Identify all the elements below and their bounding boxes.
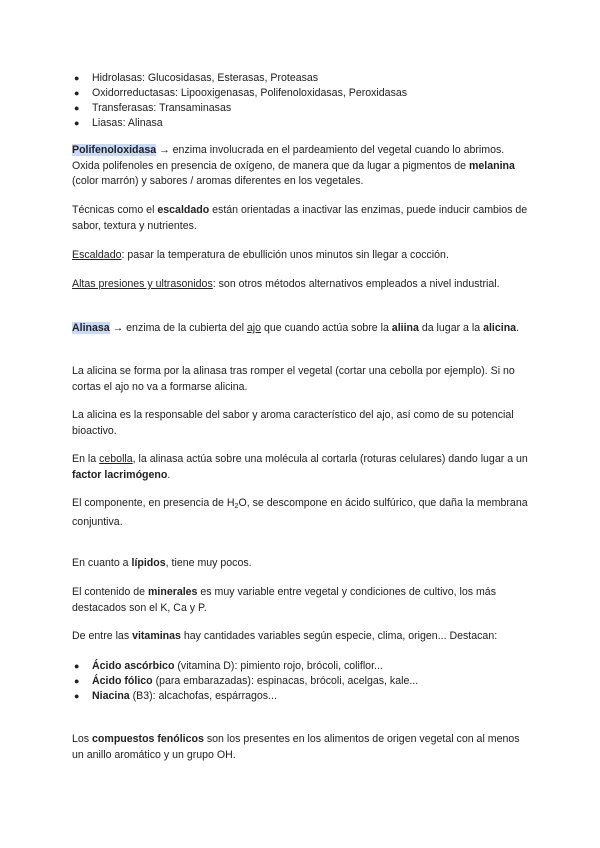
underlined-term: Altas presiones y ultrasonidos bbox=[72, 278, 213, 290]
alicina-forma-paragraph: La alicina se forma por la alinasa tras romper el vegetal (cortar una cebolla por ejemplo). Si no cortas el ajo no va a formarse alicina. bbox=[72, 365, 515, 393]
tecnicas-paragraph: Técnicas como el escaldado están orientadas a inactivar las enzimas, puede inducir cambios de sabor, textura y nutrientes. bbox=[72, 204, 528, 232]
polifenoloxidasa-paragraph: Polifenoloxidasa → enzima involucrada en el pardeamiento del vegetal cuando lo abrimos. Oxida polifenoles en presencia de oxígeno, de manera que da lugar a pigmentos de melanina (color marrón) y sabores / aromas diferentes en los vegetales. bbox=[72, 144, 515, 187]
list-item: ● Oxidorreductasas: Lipooxigenasas, Polifenoloxidasas, Peroxidasas bbox=[74, 87, 408, 99]
list-item: ● Ácido ascórbico (vitamina D): pimiento rojo, brócoli, coliflor... bbox=[74, 660, 383, 672]
list-item: ● Niacina (B3): alcachofas, espárragos... bbox=[74, 690, 277, 702]
escaldado-paragraph: Escaldado: pasar la temperatura de ebullición unos minutos sin llegar a cocción. bbox=[72, 249, 449, 261]
lipidos-paragraph: En cuanto a lípidos, tiene muy pocos. bbox=[72, 557, 252, 569]
list-item: ● Transferasas: Transaminasas bbox=[74, 102, 232, 114]
alinasa-paragraph: Alinasa → enzima de la cubierta del ajo que cuando actúa sobre la aliina da lugar a la alicina. bbox=[72, 322, 520, 334]
bullet-icon: ● bbox=[74, 88, 80, 98]
bullet-icon: ● bbox=[74, 103, 80, 113]
alicina-responsable-paragraph: La alicina es la responsable del sabor y aroma característico del ajo, así como de su potencial bioactivo. bbox=[72, 409, 514, 437]
vitamin-list bbox=[72, 659, 418, 704]
highlighted-term: Alinasa bbox=[72, 322, 110, 334]
vitaminas-paragraph: De entre las vitaminas hay cantidades variables según especie, clima, origen... Destacan: bbox=[72, 630, 498, 642]
cebolla-paragraph: En la cebolla, la alinasa actúa sobre una molécula al cortarla (roturas celulares) dando lugar a un factor lacrimógeno. bbox=[72, 453, 528, 481]
fenolicos-paragraph: Los compuestos fenólicos son los presentes en los alimentos de origen vegetal con al menos un anillo aromático y un grupo OH. bbox=[72, 733, 520, 761]
altas-presiones-paragraph: Altas presiones y ultrasonidos: son otros métodos alternativos empleados a nivel industrial. bbox=[72, 278, 500, 290]
list-item: ● Hidrolasas: Glucosidasas, Esterasas, Proteasas bbox=[74, 72, 319, 84]
underlined-term: Escaldado bbox=[72, 249, 122, 261]
bullet-icon: ● bbox=[74, 661, 80, 671]
list-item: ● Liasas: Alinasa bbox=[74, 117, 163, 129]
componente-paragraph: El componente, en presencia de $H_2O$, se descompone en ácido sulfúrico, que daña la membrana conjuntiva. bbox=[72, 497, 528, 528]
list-item: ● Ácido fólico (para embarazadas): espinacas, brócoli, acelgas, kale... bbox=[74, 675, 419, 687]
bullet-icon: ● bbox=[74, 118, 80, 128]
bullet-icon: ● bbox=[74, 73, 80, 83]
minerales-paragraph: El contenido de minerales es muy variable entre vegetal y condiciones de cultivo, los más destacados son el K, Ca y P. bbox=[72, 586, 496, 614]
enzyme-class-list bbox=[72, 71, 407, 131]
bullet-icon: ● bbox=[74, 676, 80, 686]
highlighted-term: Polifenoloxidasa bbox=[72, 144, 157, 156]
bullet-icon: ● bbox=[74, 691, 80, 701]
